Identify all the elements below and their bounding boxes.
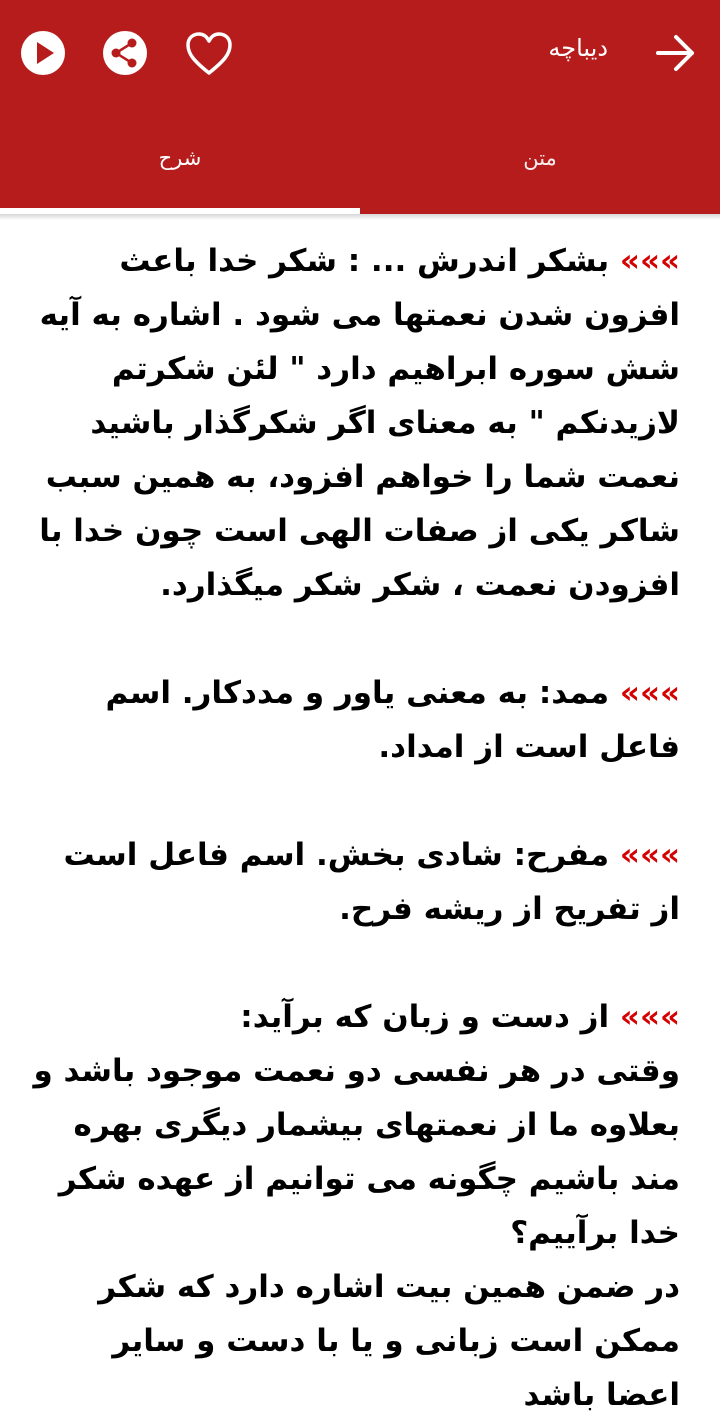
- paragraph-text: ممد: به معنی یاور و مددکار. اسم فاعل است از امداد.: [105, 675, 680, 765]
- share-icon[interactable]: [102, 30, 148, 76]
- commentary-paragraph: [30, 666, 680, 774]
- paragraph-marker: »»»: [619, 999, 680, 1035]
- tab-matn[interactable]: [360, 110, 720, 214]
- paragraph-marker: »»»: [619, 243, 680, 279]
- paragraph-text: وقتی در هر نفسی دو نعمت موجود باشد و بعلاوه ما از نعمتهای بیشمار دیگری بهره مند باشیم چگونه می توانیم از عهده شکر خدا برآییم؟: [33, 1053, 680, 1251]
- tab-bar-shadow: [0, 214, 720, 220]
- heart-icon[interactable]: [184, 30, 234, 78]
- tab-bar: [0, 110, 720, 214]
- paragraph-marker: »»»: [619, 675, 680, 711]
- page-title: دیباچه: [548, 34, 608, 62]
- back-arrow-icon[interactable]: [650, 30, 700, 76]
- paragraph-text: بشکر اندرش ... : شکر خدا باعث افزون شدن نعمتها می شود . اشاره به آیه شش سوره ابراهیم دارد " لئن شکرتم لازیدنکم " به معنای اگر شکرگذار باشید نعمت شما را خواهم افزود، به همین سبب شاکر یکی از صفات الهی است چون خدا با افزودن نعمت ، شکر شکر میگذارد.: [39, 243, 680, 603]
- commentary-text: [0, 234, 720, 1413]
- tab-matn-label: متن: [523, 146, 557, 170]
- tab-sharh-label: شرح: [158, 146, 202, 170]
- app-bar: [0, 0, 720, 110]
- commentary-paragraph: [30, 828, 680, 936]
- paragraph-text: در ضمن همین بیت اشاره دارد که شکر ممکن است زبانی و یا با دست و سایر اعضا باشد: [98, 1269, 680, 1413]
- paragraph-heading: از دست و زبان که برآید:: [240, 999, 610, 1035]
- commentary-paragraph: [30, 234, 680, 612]
- paragraph-marker: »»»: [619, 837, 680, 873]
- play-icon[interactable]: [20, 30, 66, 76]
- tab-sharh[interactable]: [0, 110, 360, 214]
- paragraph-text: مفرح: شادی بخش. اسم فاعل است از تفریح از ریشه فرح.: [63, 837, 680, 927]
- commentary-paragraph: [30, 990, 680, 1422]
